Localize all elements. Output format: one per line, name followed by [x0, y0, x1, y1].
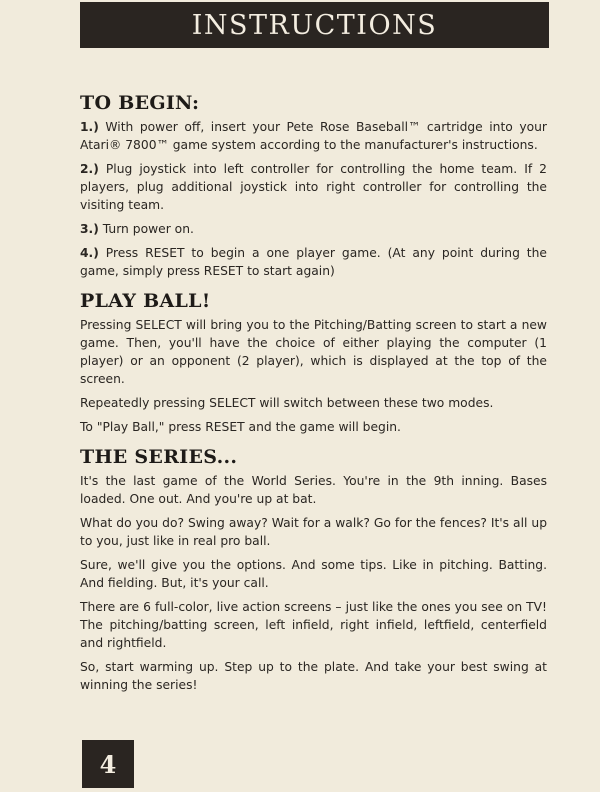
- step-number: 4.): [80, 246, 99, 260]
- to-begin-heading: TO BEGIN:: [80, 92, 200, 114]
- paragraph: There are 6 full-color, live action screens – just like the ones you see on TV! The pitching/batting screen, left infield, right infield, leftfield, centerfield and rightfield.: [80, 600, 547, 650]
- series-section: [80, 446, 547, 694]
- header-bar: [80, 2, 549, 48]
- paragraph: What do you do? Swing away? Wait for a walk? Go for the fences? It's all up to you, just like in real pro ball.: [80, 516, 547, 548]
- paragraph: It's the last game of the World Series. You're in the 9th inning. Bases loaded. One out. And you're up at bat.: [80, 474, 547, 506]
- play-ball-section: [80, 290, 547, 436]
- step-text: Press RESET to begin a one player game. (At any point during the game, simply press RESET to start again): [80, 246, 547, 278]
- step-3: [80, 220, 547, 238]
- series-heading: THE SERIES...: [80, 446, 238, 468]
- instructions-content: [80, 92, 547, 704]
- paragraph: Pressing SELECT will bring you to the Pitching/Batting screen to start a new game. Then, you'll have the choice of either playing the computer (1 player) or an opponent (2 player), which is displayed at the top of the screen.: [80, 318, 547, 386]
- paragraph: To "Play Ball," press RESET and the game will begin.: [80, 420, 401, 434]
- step-4: [80, 244, 547, 280]
- paragraph: So, start warming up. Step up to the plate. And take your best swing at winning the series!: [80, 660, 547, 692]
- step-text: Turn power on.: [102, 222, 194, 236]
- page-number: 4: [99, 749, 117, 779]
- step-text: With power off, insert your Pete Rose Baseball™ cartridge into your Atari® 7800™ game system according to the manufacturer's instructions.: [80, 120, 547, 152]
- step-number: 1.): [80, 120, 99, 134]
- to-begin-section: [80, 92, 547, 280]
- step-number: 2.): [80, 162, 99, 176]
- step-2: [80, 160, 547, 214]
- page-number-box: [82, 740, 134, 788]
- step-text: Plug joystick into left controller for controlling the home team. If 2 players, plug additional joystick into right controller for controlling the visiting team.: [80, 162, 547, 212]
- paragraph: Repeatedly pressing SELECT will switch between these two modes.: [80, 396, 494, 410]
- play-ball-heading: PLAY BALL!: [80, 290, 211, 312]
- step-number: 3.): [80, 222, 99, 236]
- paragraph: Sure, we'll give you the options. And some tips. Like in pitching. Batting. And fielding. But, it's your call.: [80, 558, 547, 590]
- step-1: [80, 118, 547, 154]
- page-title: INSTRUCTIONS: [191, 9, 438, 41]
